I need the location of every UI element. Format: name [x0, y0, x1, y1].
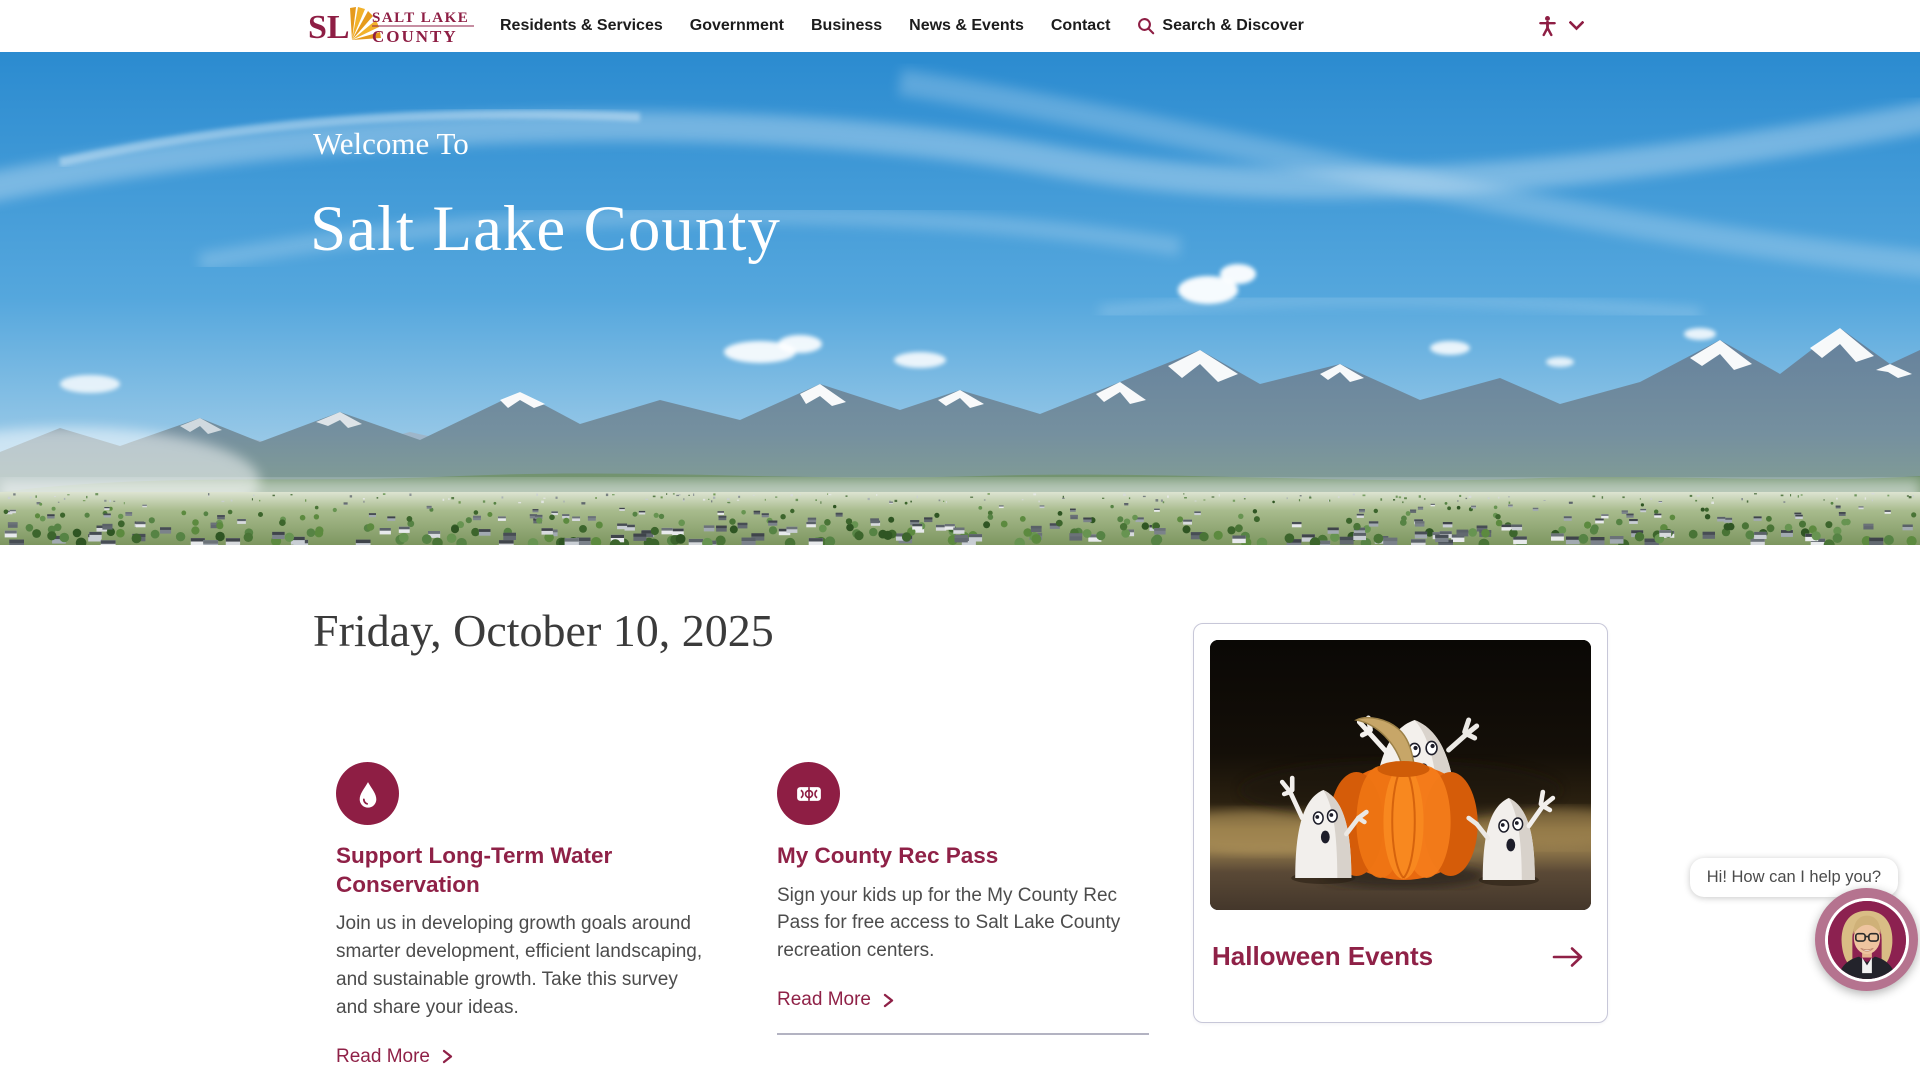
primary-nav	[500, 17, 1110, 35]
nav-item-contact[interactable]: Contact	[1050, 17, 1111, 34]
search-discover-button[interactable]	[1137, 17, 1303, 35]
svg-text:SALT LAKE: SALT LAKE	[372, 10, 470, 26]
water-drop-icon	[336, 762, 399, 825]
feature-card-water-conservation	[336, 762, 712, 1068]
search-discover-label: Search & Discover	[1162, 17, 1304, 34]
nav-item-news-events[interactable]: News & Events	[909, 17, 1024, 34]
nav-item-government[interactable]: Government	[689, 17, 784, 34]
svg-text:COUNTY: COUNTY	[372, 27, 458, 45]
svg-text:SL: SL	[308, 9, 350, 45]
search-icon	[1137, 17, 1155, 35]
chat-greeting-bubble[interactable]: Hi! How can I help you?	[1690, 858, 1898, 897]
nav-item-business[interactable]: Business	[811, 17, 883, 34]
accessibility-icon	[1539, 15, 1556, 37]
rec-field-icon	[777, 762, 840, 825]
promo-title[interactable]: Halloween Events	[1212, 941, 1434, 971]
page-title: Salt Lake County	[310, 193, 781, 265]
salt-lake-county-logo-icon	[308, 7, 476, 45]
chevron-right-icon	[442, 1049, 453, 1064]
hero-valley-mountains-photo	[0, 52, 1920, 545]
promo-footer	[1210, 941, 1591, 972]
feature-body: Sign your kids up for the My County Rec Pass for free access to Salt Lake County recreation centers.	[777, 884, 1121, 962]
feature-divider	[777, 1033, 1149, 1035]
top-navigation-bar	[0, 0, 1920, 52]
chevron-down-icon	[1569, 21, 1584, 31]
chat-agent-photo	[1825, 898, 1909, 982]
chat-agent-avatar[interactable]	[1815, 888, 1918, 991]
halloween-events-card[interactable]	[1193, 623, 1608, 1023]
salt-lake-county-logo[interactable]	[308, 7, 476, 45]
feature-title[interactable]: My County Rec Pass	[777, 843, 999, 868]
nav-item-residents-services[interactable]: Residents & Services	[500, 17, 663, 34]
hero-eyebrow: Welcome To	[313, 126, 469, 161]
feature-title[interactable]: Support Long-Term Water Conservation	[336, 843, 613, 897]
arrow-right-icon[interactable]	[1551, 944, 1585, 970]
date-heading: Friday, October 10, 2025	[313, 605, 774, 656]
accessibility-menu-button[interactable]	[1539, 15, 1584, 37]
read-more-label: Read More	[777, 989, 871, 1011]
feature-body: Join us in developing growth goals around smarter development, efficient landscaping, and sustainable growth. Take this survey and share your ideas.	[336, 913, 703, 1018]
hero-banner	[0, 52, 1920, 545]
feature-card-rec-pass	[777, 762, 1149, 1035]
read-more-link[interactable]	[336, 1046, 453, 1068]
read-more-label: Read More	[336, 1045, 430, 1067]
halloween-ghosts-pumpkin-image	[1210, 640, 1591, 910]
chevron-right-icon	[883, 993, 894, 1008]
